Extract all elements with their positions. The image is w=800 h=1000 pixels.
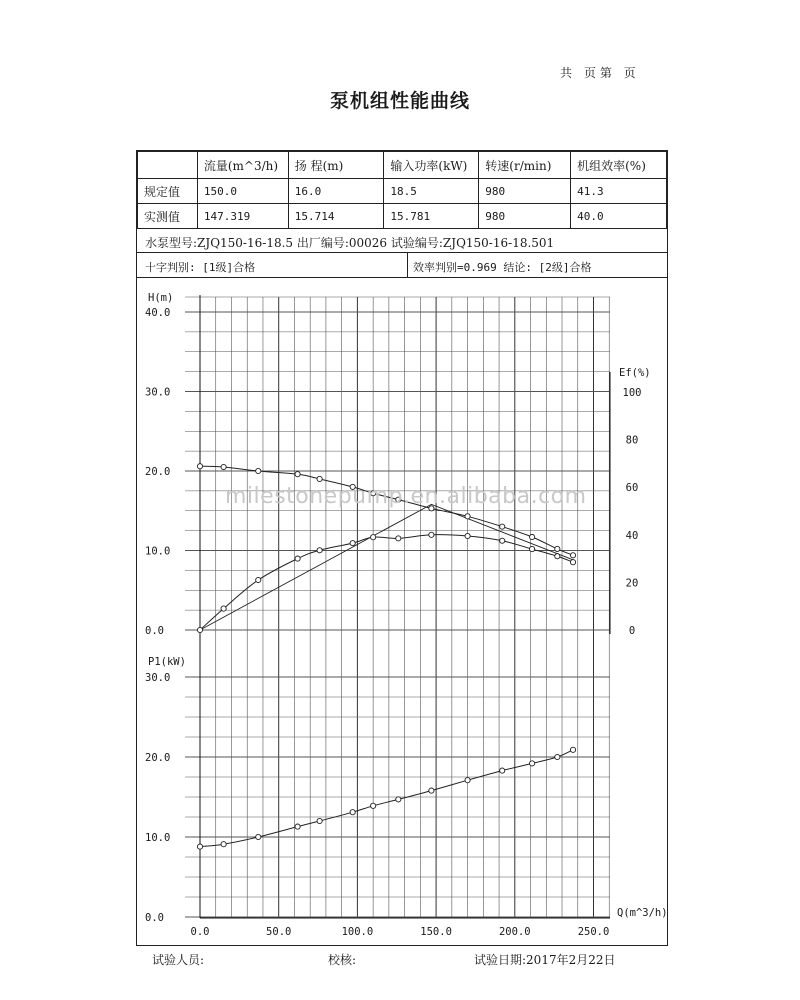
table-cell: 150.0 (197, 179, 288, 204)
head-point (570, 553, 575, 558)
h-tick-label: 10.0 (145, 545, 171, 558)
power-point (500, 768, 505, 773)
efficiency-point (221, 606, 226, 611)
head-point (465, 514, 470, 519)
table-header-cell: 扬 程(m) (288, 152, 384, 179)
table-header-cell: 转速(r/min) (479, 152, 571, 179)
efficiency-curve (200, 535, 573, 630)
efficiency-point (197, 627, 202, 632)
chart-markers (197, 464, 575, 850)
h-tick-label: 30.0 (145, 386, 171, 399)
table-header-cell: 输入功率(kW) (384, 152, 479, 179)
power-point (221, 842, 226, 847)
table-cell: 980 (479, 179, 571, 204)
power-point (555, 754, 560, 759)
ef-tick-label: 100 (622, 387, 642, 399)
h-axis-label: H(m) (148, 292, 174, 304)
h-tick-label: 0.0 (145, 625, 164, 637)
p1-tick-label: 30.0 (145, 672, 171, 684)
h-tick-label: 20.0 (145, 466, 171, 478)
efficiency-point (371, 535, 376, 540)
checker-label: 校核: (328, 953, 357, 967)
test-date-label: 试验日期:2017年2月22日 (474, 953, 616, 967)
efficiency-construction-line (200, 504, 573, 630)
head-point (295, 472, 300, 477)
table-header-cell: 机组效率(%) (571, 152, 667, 179)
ef-tick-label: 20 (625, 577, 639, 590)
ef-tick-label: 0 (628, 625, 636, 637)
q-tick-label: 50.0 (266, 926, 292, 938)
watermark-text: milestonepump.en.alibaba.com (225, 484, 587, 509)
power-point (465, 778, 470, 783)
head-point (256, 468, 261, 473)
efficiency-judgement-text: 效率判别=0.969 结论: [2级]合格 (413, 261, 592, 274)
power-point (256, 834, 261, 839)
power-curve (200, 750, 573, 847)
efficiency-point (396, 536, 401, 541)
ef-axis-label: Ef(%) (619, 367, 651, 379)
power-point (317, 818, 322, 823)
efficiency-point (555, 554, 560, 559)
cross-judgement-text: 十字判别: [1级]合格 (145, 261, 256, 274)
q-tick-label: 150.0 (420, 926, 452, 938)
efficiency-point (295, 556, 300, 561)
table-cell: 15.781 (384, 204, 479, 229)
power-point (530, 761, 535, 766)
table-cell: 147.319 (197, 204, 288, 229)
chart-grid (185, 297, 610, 918)
head-point (221, 464, 226, 469)
table-cell: 40.0 (571, 204, 667, 229)
model-info-text: 水泵型号:ZJQ150-16-18.5 出厂编号:00026 试验编号:ZJQ150-16-18.501 (145, 236, 555, 250)
table-cell: 15.714 (288, 204, 384, 229)
q-tick-label: 0.0 (190, 926, 210, 938)
efficiency-point (500, 538, 505, 543)
chart-axes (200, 295, 610, 918)
power-point (295, 824, 300, 829)
table-cell: 18.5 (384, 179, 479, 204)
p1-tick-label: 10.0 (145, 832, 171, 844)
efficiency-point (317, 548, 322, 553)
power-point (396, 797, 401, 802)
tester-label: 试验人员: (152, 953, 205, 967)
chart-curves (200, 466, 573, 846)
q-tick-label: 100.0 (341, 926, 374, 938)
head-point (317, 476, 322, 481)
efficiency-point (256, 577, 261, 582)
efficiency-point (429, 532, 434, 537)
power-point (429, 788, 434, 793)
h-tick-label: 40.0 (145, 307, 171, 319)
table-cell: 980 (479, 204, 571, 229)
head-point (500, 524, 505, 529)
power-point (350, 810, 355, 815)
chart-labels (145, 292, 668, 938)
ef-tick-label: 60 (625, 482, 639, 495)
efficiency-point (570, 560, 575, 565)
head-point (555, 546, 560, 551)
p1-tick-label: 0.0 (145, 912, 164, 924)
row-label: 规定值 (138, 179, 198, 204)
page-number-label: 共 页第 页 (560, 66, 640, 80)
power-point (197, 844, 202, 849)
q-tick-label: 200.0 (498, 926, 531, 938)
table-cell: 16.0 (288, 179, 384, 204)
p1-tick-label: 20.0 (145, 752, 171, 764)
table-header-cell: 流量(m^3/h) (197, 152, 288, 179)
power-point (570, 747, 575, 752)
efficiency-point (530, 546, 535, 551)
power-point (371, 803, 376, 808)
table-cell: 41.3 (571, 179, 667, 204)
ef-tick-label: 40 (625, 529, 639, 542)
efficiency-point (350, 541, 355, 546)
q-tick-label: 250.0 (577, 926, 610, 938)
ef-tick-label: 80 (625, 434, 639, 447)
head-point (197, 464, 202, 469)
head-point (530, 534, 535, 539)
page-title: 泵机组性能曲线 (329, 90, 470, 112)
q-axis-label: Q(m^3/h) (617, 907, 668, 919)
efficiency-point (465, 533, 470, 538)
row-label: 实测值 (138, 204, 198, 229)
p1-axis-label: P1(kW) (148, 656, 186, 668)
